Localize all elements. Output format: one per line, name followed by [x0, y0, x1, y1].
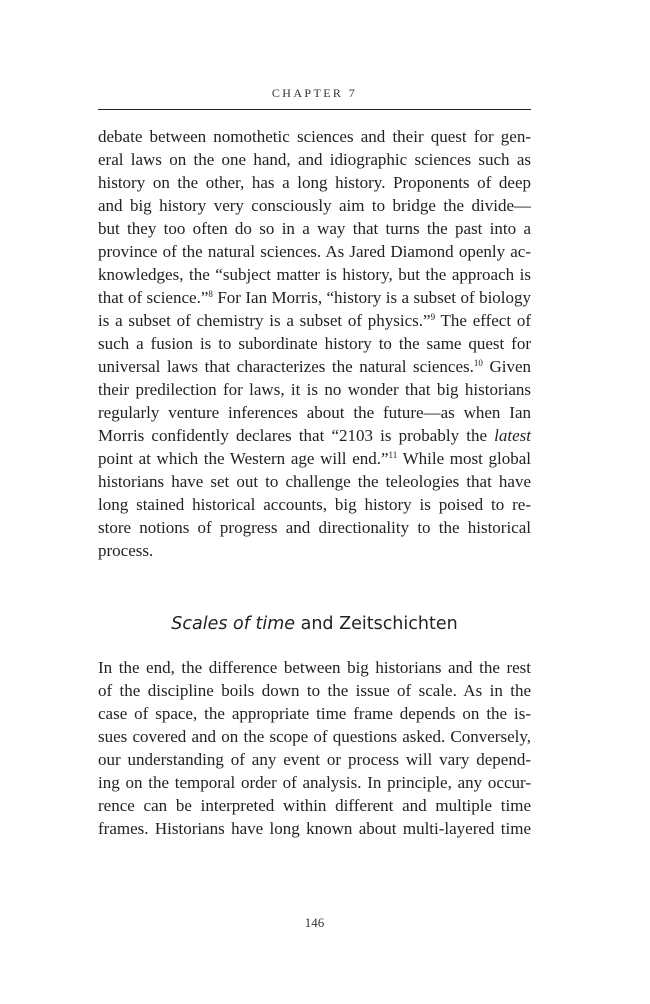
- text-line: long stained historical accounts, big history is poised to re-: [98, 495, 531, 514]
- heading-roman: and: [295, 614, 340, 634]
- text-line: [98, 424, 531, 447]
- text-line: debate between nomothetic sciences and their quest for gen-: [98, 127, 531, 146]
- text-line: ing on the temporal order of analysis. In principle, any occur-: [98, 773, 531, 792]
- header-rule: [98, 109, 531, 110]
- text-line: such a fusion is to subordinate history to the same quest for: [98, 334, 531, 353]
- paragraph-2: [98, 656, 531, 840]
- page-number: 146: [304, 915, 325, 930]
- text-line: [98, 286, 531, 309]
- text-line: process.: [98, 541, 154, 560]
- emphasis: latest: [494, 426, 531, 445]
- text-line: knowledges, the “subject matter is history, but the approach is: [98, 265, 531, 284]
- section-heading: [98, 614, 531, 634]
- text-line: history on the other, has a long history. Proponents of deep: [98, 173, 531, 192]
- text-line: [98, 355, 531, 378]
- line-text: universal laws that characterizes the natural sciences.: [98, 357, 474, 376]
- footnote-ref[interactable]: 10: [473, 358, 483, 368]
- heading-italic: Scales of time: [171, 614, 296, 634]
- text-line: In the end, the difference between big historians and the rest: [98, 658, 531, 677]
- line-text: that of science.”: [98, 288, 209, 307]
- heading-roman: Zeitschichten: [339, 614, 458, 634]
- footnote-ref[interactable]: 8: [208, 289, 213, 299]
- line-text: The effect of: [435, 311, 531, 330]
- running-head: CHAPTER 7: [271, 86, 358, 100]
- text-line: but they too often do so in a way that turns the past into a: [98, 219, 531, 238]
- line-text: Given: [482, 357, 531, 376]
- line-text: point at which the Western age will end.”: [98, 449, 389, 468]
- text-line: frames. Historians have long known about multi-layered time: [98, 819, 531, 838]
- footnote-ref[interactable]: 11: [388, 450, 398, 460]
- line-text: While most global: [397, 449, 531, 468]
- paragraph-1: [98, 125, 531, 562]
- text-line: [98, 309, 531, 332]
- text-line: store notions of progress and directionality to the historical: [98, 518, 531, 537]
- text-line: eral laws on the one hand, and idiographic sciences such as: [98, 150, 531, 169]
- text-line: sues covered and on the scope of questions asked. Conversely,: [98, 727, 531, 746]
- text-line: historians have set out to challenge the teleologies that have: [98, 472, 531, 491]
- line-text: is a subset of chemistry is a subset of physics.”: [98, 311, 431, 330]
- text-line: case of space, the appropriate time frame depends on the is-: [98, 704, 531, 723]
- line-text: Morris confidently declares that “2103 is probably the: [98, 426, 495, 445]
- text-line: rence can be interpreted within different and multiple time: [98, 796, 531, 815]
- text-line: regularly venture inferences about the future—as when Ian: [98, 403, 531, 422]
- text-line: our understanding of any event or process will vary depend-: [98, 750, 531, 769]
- text-line: their predilection for laws, it is no wonder that big historians: [98, 380, 531, 399]
- footnote-ref[interactable]: 9: [430, 312, 436, 322]
- text-line: province of the natural sciences. As Jared Diamond openly ac-: [98, 242, 531, 261]
- text-line: of the discipline boils down to the issue of scale. As in the: [98, 681, 531, 700]
- line-text: For Ian Morris, “history is a subset of biology: [212, 288, 532, 307]
- text-line: and big history very consciously aim to bridge the divide—: [98, 196, 531, 215]
- text-line: [98, 447, 531, 470]
